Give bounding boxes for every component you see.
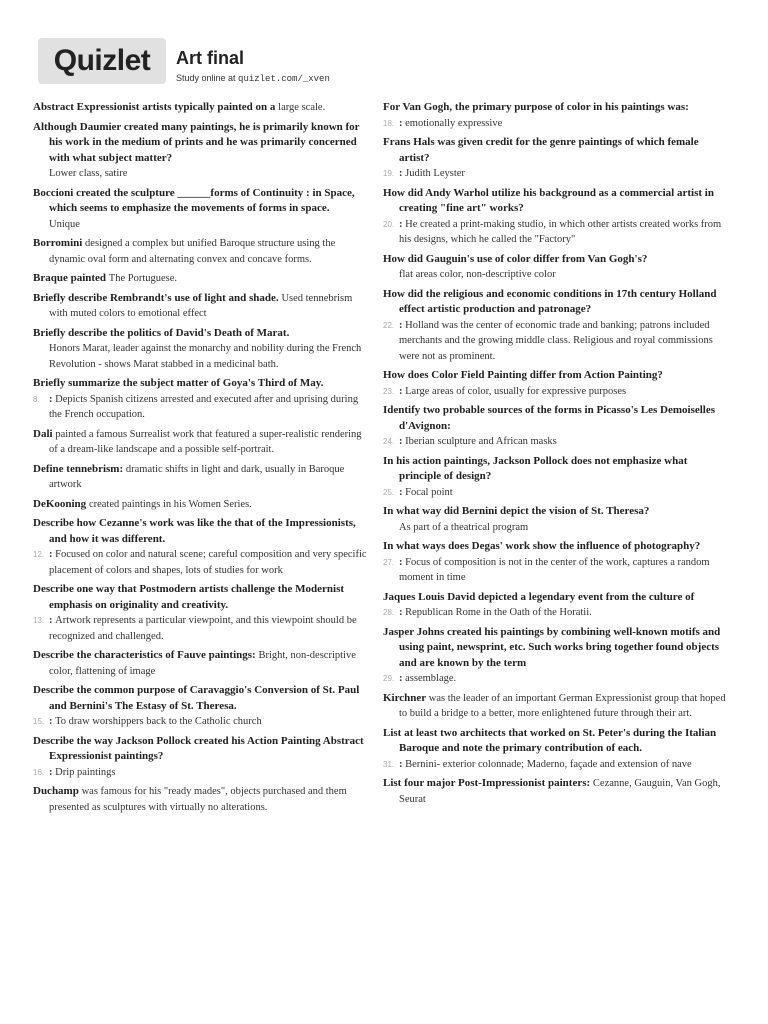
flashcard-definition: Drip paintings — [55, 766, 116, 778]
flashcard-definition: Used tennebrism with muted colors to emotional effect — [49, 292, 353, 319]
flashcard-term — [33, 648, 371, 679]
term-text: Abstract Expressionist artists typically painted on a — [33, 101, 276, 113]
flashcard-definition: Focused on color and natural scene; careful composition and very specific placement of colors and shapes, lots of studies for work — [49, 549, 367, 576]
flashcard-definition: Honors Marat, leader against the monarchy and nobility during the French Revolution - shows Marat stabbed in a medicinal bath. — [49, 343, 362, 370]
flashcard-term — [383, 368, 728, 384]
term-text: How does Color Field Painting differ from Action Painting? — [383, 369, 663, 381]
flashcard-entry — [33, 100, 371, 116]
card-number: 12. — [33, 550, 45, 559]
flashcard-term — [33, 497, 371, 513]
term-text: Briefly describe Rembrandt's use of light and shade. — [33, 291, 279, 304]
flashcard-term — [33, 186, 371, 217]
term-text: Dali — [33, 427, 53, 440]
flashcard-definition-row — [383, 267, 728, 283]
flashcard-definition-row — [33, 714, 371, 730]
term-text: Describe the characteristics of Fauve paintings: — [33, 649, 256, 661]
flashcard-definition: Iberian sculpture and African masks — [405, 436, 557, 447]
flashcard-entry — [33, 683, 371, 730]
definition-colon: : — [49, 615, 56, 626]
term-text: Although Daumier created many paintings, he is primarily known for his work in the medium of prints and he was primarily concerned with what subject matter? — [33, 120, 360, 164]
flashcard-term — [33, 236, 371, 267]
flashcard-definition-row — [383, 116, 728, 132]
card-number: 19. — [383, 169, 395, 178]
term-text: Borromini — [33, 237, 83, 249]
definition-colon: : — [399, 218, 406, 230]
flashcard-definition: flat areas color, non-descriptive color — [399, 269, 556, 280]
flashcard-term — [33, 516, 371, 547]
flashcard-entry — [33, 648, 371, 679]
term-text: Identify two probable sources of the forms in Picasso's Les Demoiselles d'Avignon: — [383, 404, 716, 432]
flashcard-definition: Bright, non-descriptive color, flattening of image — [49, 650, 356, 677]
flashcard-entry — [383, 726, 728, 773]
flashcard-definition: Focal point — [405, 486, 453, 498]
flashcard-term — [33, 683, 371, 714]
definition-colon: : — [399, 758, 406, 770]
term-text: Briefly describe the politics of David's Death of Marat. — [33, 326, 290, 339]
term-text: In his action paintings, Jackson Pollock does not emphasize what principle of design? — [383, 454, 688, 482]
card-number: 8. — [33, 394, 40, 404]
flashcard-definition-row — [383, 217, 728, 248]
flashcard-definition-row — [33, 392, 371, 423]
flashcard-entry — [33, 734, 371, 781]
flashcard-entry — [383, 776, 728, 807]
set-title: Art final — [176, 48, 245, 68]
flashcard-definition: Focus of composition is not in the center of the work, captures a random moment in time — [399, 556, 710, 583]
term-text: How did the religious and economic conditions in 17th century Holland effect artistic production and patronage? — [383, 287, 717, 315]
flashcard-entry — [33, 582, 371, 644]
left-column — [33, 100, 371, 819]
flashcard-definition: Judith Leyster — [405, 168, 465, 179]
flashcard-definition: Lower class, satire — [49, 168, 128, 179]
study-link-line — [176, 73, 330, 84]
flashcard-term — [383, 504, 728, 520]
flashcard-definition-row — [383, 166, 728, 182]
flashcard-term — [383, 625, 728, 672]
flashcard-entry — [33, 291, 371, 322]
flashcard-term — [33, 100, 371, 116]
flashcard-definition: dramatic shifts in light and dark, usually in Baroque artwork — [49, 463, 345, 490]
flashcard-entry — [383, 135, 728, 182]
card-number: 15. — [33, 717, 45, 726]
flashcard-definition-row — [33, 765, 371, 781]
flashcard-entry — [33, 120, 371, 182]
flashcard-definition: Cezanne, Gauguin, Van Gogh, Seurat — [399, 778, 721, 805]
term-text: Duchamp — [33, 785, 79, 797]
flashcard-definition: Holland was the center of economic trade and banking; patrons included merchants and the growing middle class. Religious and royal commissions were not as prominent. — [399, 319, 713, 362]
flashcard-definition-row — [383, 485, 728, 501]
definition-colon: : — [399, 319, 406, 331]
flashcard-entry — [383, 625, 728, 687]
flashcard-term — [383, 590, 728, 606]
definition-colon: : — [399, 673, 406, 684]
flashcard-definition: He created a print-making studio, in which other artists created works from his designs, which he called the "Factory" — [399, 218, 722, 245]
flashcard-definition-row — [383, 605, 728, 621]
flashcard-entry — [33, 186, 371, 233]
definition-colon: : — [399, 607, 406, 618]
flashcard-term — [383, 539, 728, 555]
definition-colon: : — [399, 168, 406, 179]
flashcard-entry — [33, 462, 371, 493]
flashcard-definition: To draw worshippers back to the Catholic church — [55, 716, 262, 727]
flashcard-definition-row — [33, 547, 371, 578]
flashcard-definition: Republican Rome in the Oath of the Horatii. — [405, 607, 592, 618]
flashcard-definition: was famous for his "ready mades", objects purchased and them presented as sculptures with virtually no alterations. — [49, 786, 347, 813]
flashcard-term — [383, 135, 728, 166]
term-text: Boccioni created the sculpture ______forms of Continuity : in Space, which seems to emphasize the movements of forms in space. — [33, 186, 355, 214]
card-number: 28. — [383, 608, 395, 617]
flashcard-term — [383, 252, 728, 268]
card-number: 13. — [33, 616, 45, 625]
term-text: Braque painted — [33, 272, 107, 284]
flashcard-entry — [383, 403, 728, 450]
flashcard-entry — [383, 504, 728, 535]
flashcard-definition: created paintings in his Women Series. — [88, 498, 252, 510]
flashcard-entry — [383, 252, 728, 283]
term-text: Describe the way Jackson Pollock created his Action Painting Abstract Expressionist paintings? — [33, 734, 364, 762]
card-number: 25. — [383, 487, 395, 497]
flashcard-entry — [33, 784, 371, 815]
flashcard-entry — [383, 691, 728, 722]
definition-colon: : — [49, 549, 56, 560]
quizlet-logo: Quizlet — [38, 38, 166, 84]
flashcard-term — [33, 784, 371, 815]
flashcard-definition-row — [33, 217, 371, 233]
flashcard-term — [383, 726, 728, 757]
flashcard-definition-row — [33, 341, 371, 372]
card-number: 31. — [383, 759, 395, 769]
term-text: How did Andy Warhol utilize his background as a commercial artist in creating "fine art" works? — [383, 186, 714, 214]
flashcard-term — [383, 403, 728, 434]
term-text: How did Gauguin's use of color differ from Van Gogh's? — [383, 252, 648, 265]
term-text: Briefly summarize the subject matter of Goya's Third of May. — [33, 377, 324, 389]
term-text: In what way did Bernini depict the vision of St. Theresa? — [383, 505, 650, 517]
flashcard-definition: designed a complex but unified Baroque structure using the dynamic oval form and alternating convex and concave forms. — [49, 238, 336, 265]
study-prefix: Study online at — [176, 73, 239, 83]
term-text: Frans Hals was given credit for the genre paintings of which female artist? — [383, 136, 699, 164]
flashcard-term — [33, 271, 371, 287]
flashcard-entry — [383, 287, 728, 365]
card-number: 20. — [383, 219, 395, 229]
flashcard-definition: was the leader of an important German Expressionist group that hoped to build a bridge to a better, more enlightened future through their art. — [399, 692, 726, 719]
term-text: In what ways does Degas' work show the influence of photography? — [383, 540, 701, 552]
card-number: 16. — [33, 767, 45, 777]
flashcard-term — [33, 326, 371, 342]
card-number: 22. — [383, 320, 395, 330]
term-text: Kirchner — [383, 691, 426, 704]
definition-colon: : — [399, 486, 406, 498]
definition-colon: : — [399, 385, 406, 397]
term-text: Jasper Johns created his paintings by combining well-known motifs and using paint, newsprint, etc. Such works bring together found objects and are known by the term — [383, 625, 721, 669]
term-text: Describe one way that Postmodern artists challenge the Modernist emphasis on originality and creativity. — [33, 583, 345, 611]
flashcard-entry — [33, 271, 371, 287]
definition-colon: : — [49, 393, 56, 405]
flashcard-definition: assemblage. — [405, 673, 457, 684]
flashcard-definition-row — [383, 384, 728, 400]
flashcard-definition: painted a famous Surrealist work that featured a super-realistic rendering of a dream-like landscape and a possible self-portrait. — [49, 428, 362, 455]
flashcard-term — [383, 454, 728, 485]
definition-colon: : — [399, 117, 406, 129]
flashcard-definition: emotionally expressive — [405, 117, 503, 129]
flashcard-term — [383, 100, 728, 116]
definition-colon: : — [399, 436, 406, 447]
term-text: Define tennebrism: — [33, 462, 124, 475]
flashcard-entry — [383, 454, 728, 501]
flashcard-definition-row — [383, 318, 728, 365]
flashcard-term — [383, 287, 728, 318]
flashcard-entry — [33, 376, 371, 423]
flashcard-entry — [33, 427, 371, 458]
flashcard-definition-row — [383, 434, 728, 450]
flashcard-definition: Artwork represents a particular viewpoint, and this viewpoint should be recognized and challenged. — [49, 615, 357, 642]
term-text: DeKooning — [33, 497, 87, 510]
flashcard-term — [33, 427, 371, 458]
flashcard-entry — [33, 516, 371, 578]
definition-colon: : — [399, 556, 406, 568]
flashcard-term — [383, 186, 728, 217]
card-number: 27. — [383, 557, 395, 567]
flashcard-definition-row — [383, 555, 728, 586]
term-text: Describe how Cezanne's work was like the that of the Impressionists, and how it was different. — [33, 517, 356, 545]
term-text: List four major Post-Impressionist painters: — [383, 777, 591, 789]
flashcard-definition: Depicts Spanish citizens arrested and executed after and uprising during the French occupation. — [49, 393, 359, 420]
flashcard-definition: Bernini- exterior colonnade; Maderno, façade and extension of nave — [405, 758, 692, 770]
flashcard-entry — [33, 497, 371, 513]
flashcard-term — [33, 120, 371, 167]
term-text: Describe the common purpose of Caravaggio's Conversion of St. Paul and Bernini's The Estasy of St. Theresa. — [33, 684, 360, 712]
flashcard-definition: Large areas of color, usually for expressive purposes — [405, 385, 627, 397]
term-text: List at least two architects that worked on St. Peter's during the Italian Baroque and note the primary contribution of each. — [383, 726, 717, 754]
flashcard-entry — [33, 236, 371, 267]
flashcard-entry — [383, 539, 728, 586]
flashcard-definition: The Portuguese. — [108, 273, 178, 284]
card-number: 24. — [383, 437, 395, 446]
term-text: Jaques Louis David depicted a legendary event from the culture of — [383, 590, 695, 603]
flashcard-definition-row — [33, 166, 371, 182]
study-url[interactable]: quizlet.com/_xven — [238, 74, 330, 84]
flashcard-definition: Unique — [49, 218, 80, 230]
right-column — [383, 100, 728, 811]
flashcard-definition: large scale. — [278, 102, 326, 113]
page-header — [38, 38, 738, 86]
flashcard-term — [383, 776, 728, 807]
definition-colon: : — [49, 766, 56, 778]
flashcard-term — [33, 582, 371, 613]
flashcard-term — [33, 291, 371, 322]
flashcard-term — [383, 691, 728, 722]
flashcard-definition-row — [383, 757, 728, 773]
flashcard-definition-row — [383, 671, 728, 687]
card-number: 23. — [383, 386, 395, 396]
flashcard-entry — [383, 590, 728, 621]
flashcard-entry — [33, 326, 371, 373]
flashcard-definition-row — [33, 613, 371, 644]
card-number: 29. — [383, 674, 395, 683]
card-number: 18. — [383, 118, 395, 128]
flashcard-entry — [383, 368, 728, 399]
flashcard-term — [33, 462, 371, 493]
definition-colon: : — [49, 716, 56, 727]
flashcard-entry — [383, 186, 728, 248]
flashcard-entry — [383, 100, 728, 131]
flashcard-term — [33, 376, 371, 392]
term-text: For Van Gogh, the primary purpose of color in his paintings was: — [383, 101, 689, 113]
flashcard-definition: As part of a theatrical program — [399, 521, 529, 533]
flashcard-definition-row — [383, 520, 728, 536]
flashcard-term — [33, 734, 371, 765]
